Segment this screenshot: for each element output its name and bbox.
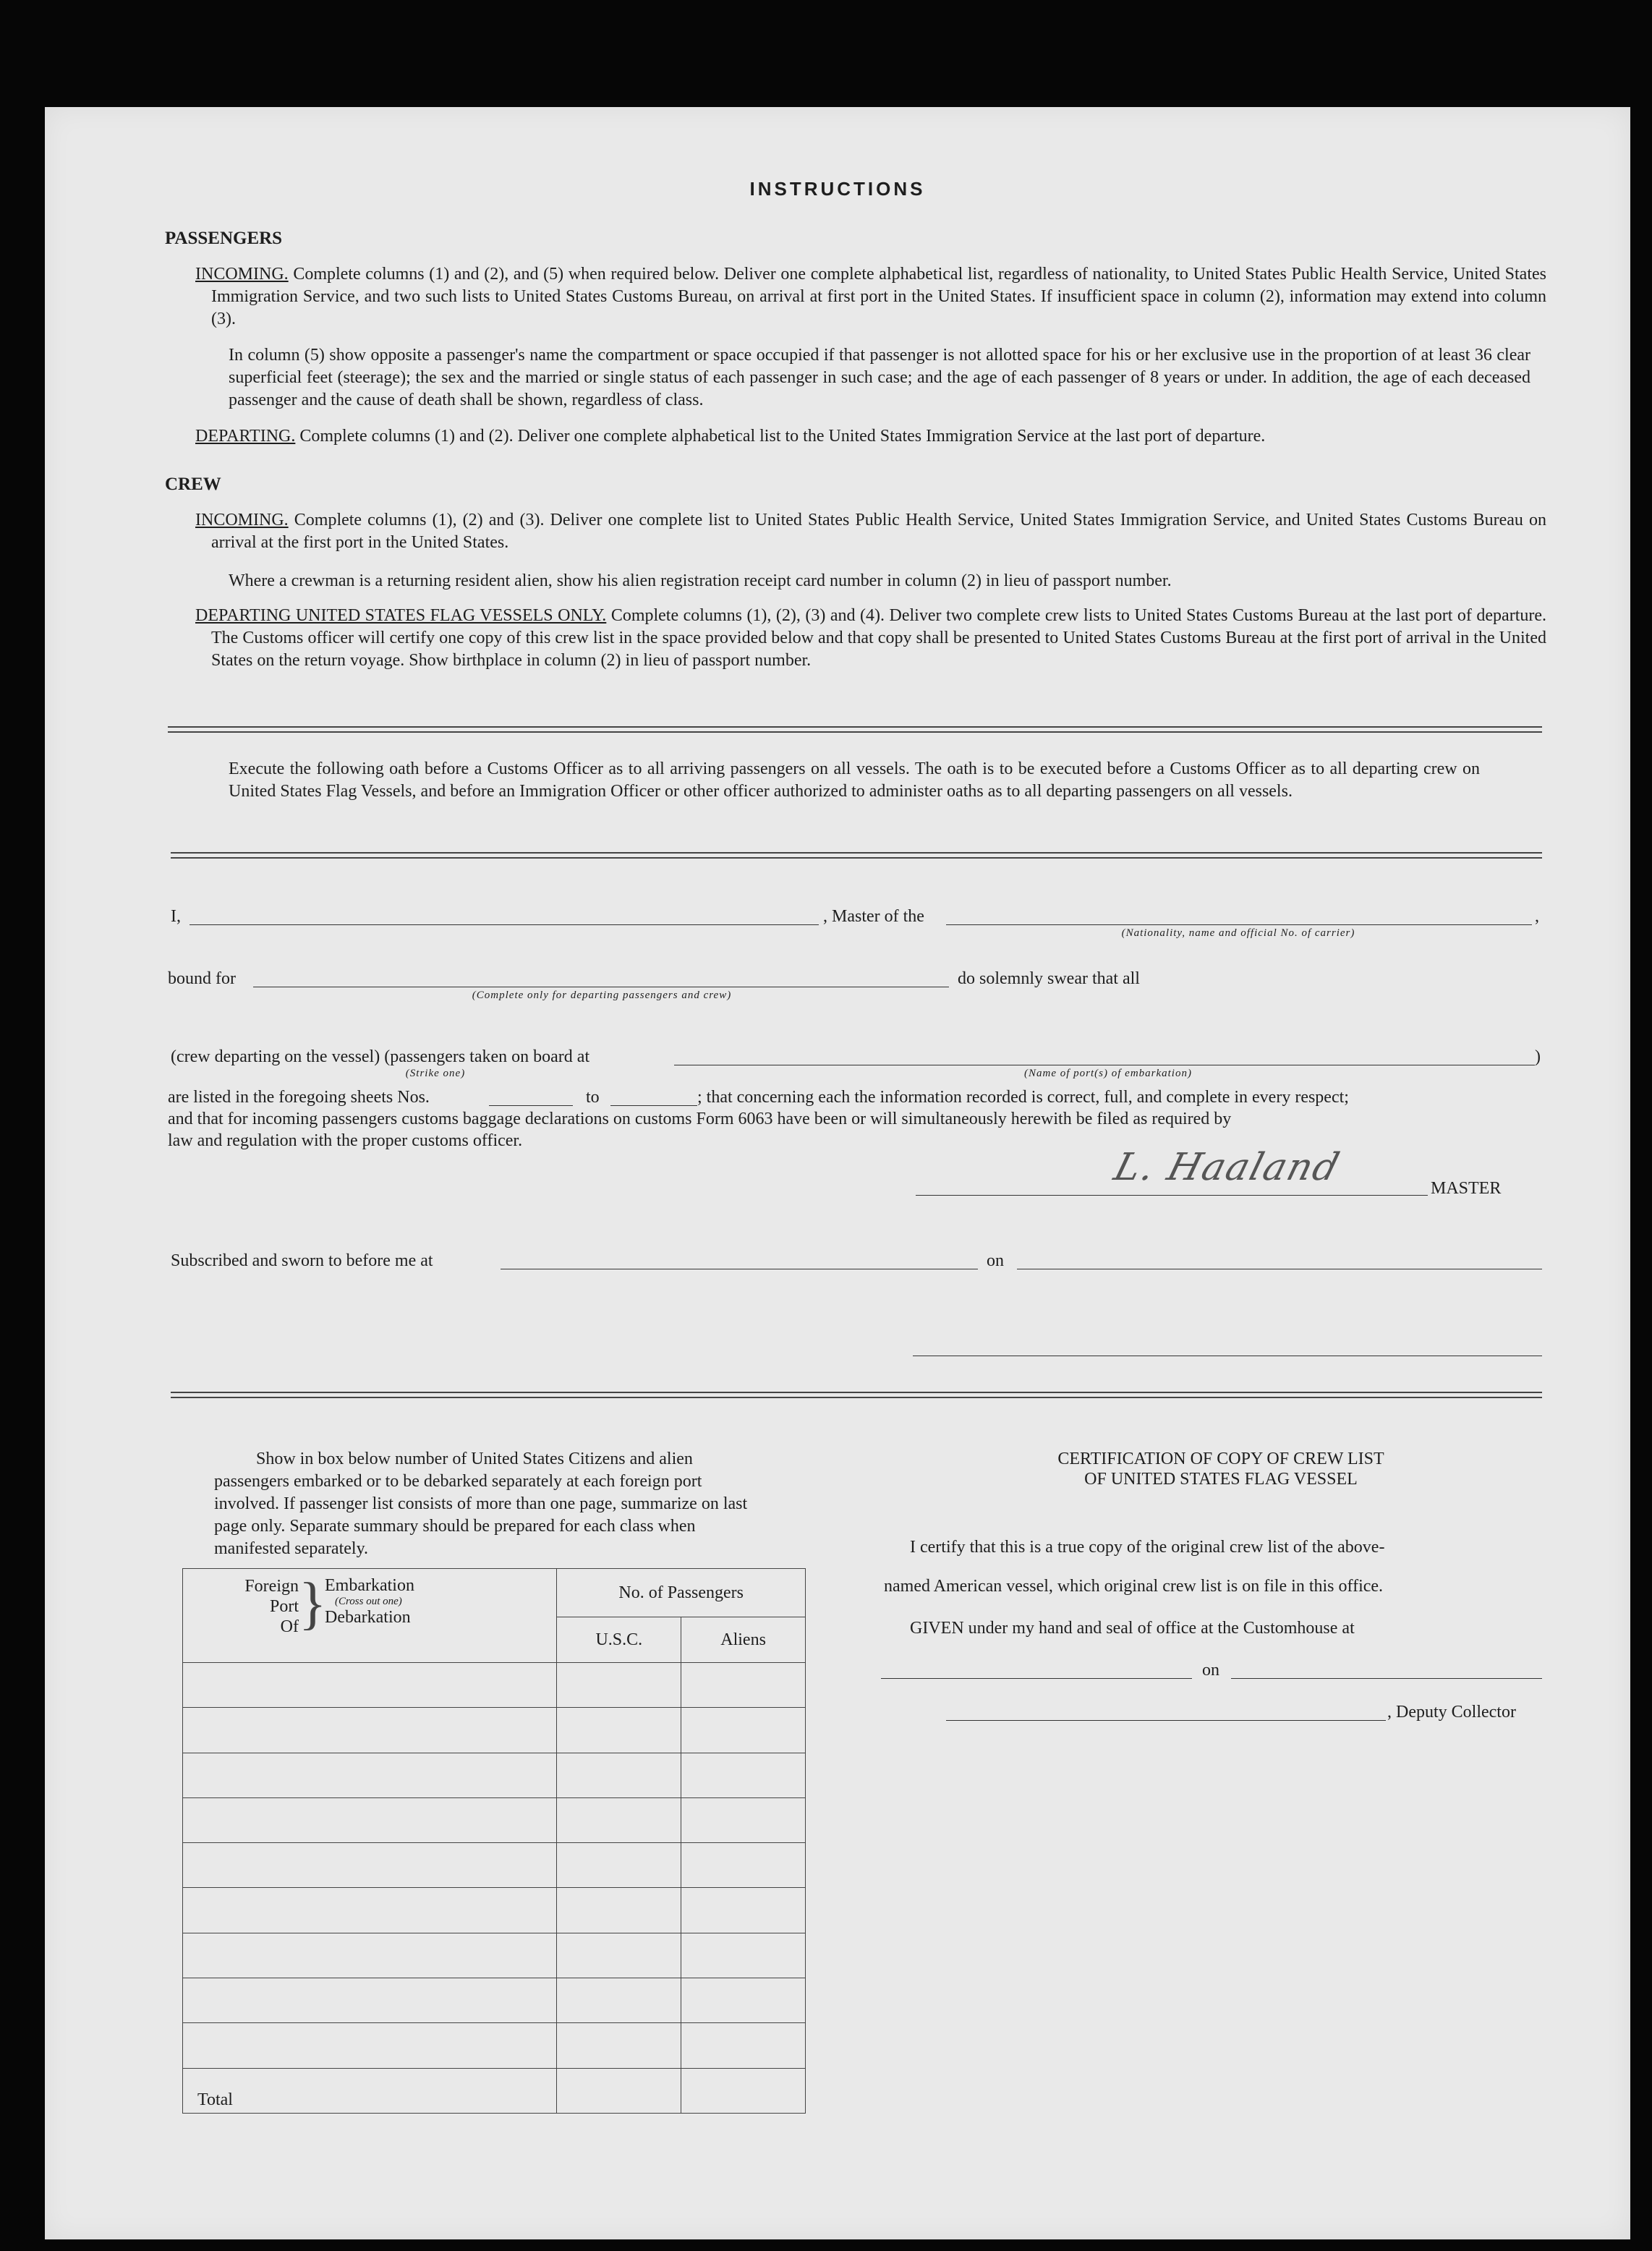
- table-row: [183, 1843, 806, 1888]
- certify-date-field[interactable]: [1231, 1678, 1542, 1679]
- page-title: INSTRUCTIONS: [749, 178, 926, 200]
- passengers-column5: In column (5) show opposite a passenger's name the compartment or space occupied if that passenger is not allotted space for his or her exclusive use in the proportion of at least 36 clear superficial feet (steerage); the sex and the married or single status of each passenger in such case; and the age of each passenger of 8 years or under. In addition, the age of each deceased passenger and the cause of death shall be shown, regardless of class.: [229, 346, 1530, 409]
- passengers-departing-text: Complete columns (1) and (2). Deliver one complete alphabetical list to the United States Immigration Service at the last port of departure.: [299, 427, 1266, 446]
- passengers-departing-lead: DEPARTING.: [195, 427, 296, 446]
- close-paren: ): [1535, 1047, 1541, 1066]
- usc-cell[interactable]: [557, 1753, 681, 1797]
- form-page: [45, 107, 1630, 2239]
- concerning-text: ; that concerning each the information recorded is correct, full, and complete in every respect;: [697, 1088, 1349, 1107]
- declaration-text: and that for incoming passengers customs baggage declarations on customs Form 6063 have been or will simultaneously herewith be filed as required by: [168, 1110, 1232, 1128]
- master-signature: L. Haaland: [1109, 1146, 1345, 1189]
- table-row: [183, 1797, 806, 1842]
- listed-in-label: are listed in the foregoing sheets Nos.: [168, 1088, 430, 1107]
- table-row: [183, 1933, 806, 1978]
- port-cell[interactable]: [183, 1708, 557, 1753]
- aliens-cell[interactable]: [681, 1708, 806, 1753]
- master-of-label: , Master of the: [823, 907, 924, 926]
- port-cell[interactable]: [183, 1797, 557, 1842]
- on-label: on: [987, 1251, 1004, 1270]
- usc-cell[interactable]: [557, 1933, 681, 1978]
- table-row: [183, 1978, 806, 2023]
- certify-line-1: I certify that this is a true copy of the original crew list of the above-: [910, 1538, 1385, 1557]
- divider: [168, 726, 1542, 733]
- master-label: MASTER: [1431, 1179, 1502, 1198]
- port-cell[interactable]: [183, 1978, 557, 2023]
- total-label: Total: [183, 2068, 557, 2113]
- crew-departing-label: (crew departing on the vessel) (passengers taken on board at: [171, 1047, 590, 1066]
- swear-label: do solemnly swear that all: [958, 969, 1140, 988]
- crew-departing-lead: DEPARTING UNITED STATES FLAG VESSELS ONLY.: [195, 606, 607, 625]
- debarkation-option[interactable]: Debarkation: [325, 1608, 411, 1627]
- crew-departing: [195, 605, 1546, 672]
- aliens-cell[interactable]: [681, 2023, 806, 2068]
- divider: [171, 852, 1542, 859]
- complete-hint: (Complete only for departing passengers and crew): [472, 990, 732, 1001]
- embarkation-option[interactable]: Embarkation: [325, 1576, 414, 1595]
- certification-title-1: CERTIFICATION OF COPY OF CREW LIST: [1057, 1450, 1384, 1468]
- deputy-collector-label: , Deputy Collector: [1387, 1703, 1516, 1722]
- nationality-hint: (Nationality, name and official No. of carrier): [1121, 927, 1355, 939]
- port-cell[interactable]: [183, 1843, 557, 1888]
- port-cell[interactable]: [183, 1753, 557, 1797]
- brace-icon: }: [299, 1572, 327, 1635]
- usc-cell[interactable]: [557, 1662, 681, 1707]
- crew-incoming-lead: INCOMING.: [195, 511, 289, 529]
- usc-total-cell[interactable]: [557, 2068, 681, 2113]
- passengers-incoming-lead: INCOMING.: [195, 265, 289, 284]
- cross-out-hint: (Cross out one): [335, 1596, 402, 1607]
- foreign-label: Foreign: [244, 1577, 299, 1596]
- comma: ,: [1535, 907, 1539, 926]
- aliens-total-cell[interactable]: [681, 2068, 806, 2113]
- oath-i-label: I,: [171, 907, 181, 926]
- usc-cell[interactable]: [557, 1888, 681, 1933]
- aliens-cell[interactable]: [681, 1933, 806, 1978]
- port-hint: (Name of port(s) of embarkation): [1024, 1068, 1192, 1079]
- usc-cell[interactable]: [557, 2023, 681, 2068]
- aliens-cell[interactable]: [681, 1888, 806, 1933]
- bound-for-label: bound for: [168, 969, 236, 988]
- crew-heading: CREW: [165, 475, 221, 494]
- usc-cell[interactable]: [557, 1708, 681, 1753]
- table-row: [183, 1708, 806, 1753]
- port-cell[interactable]: [183, 1662, 557, 1707]
- sheet-from-field[interactable]: [489, 1105, 573, 1106]
- oath-intro: Execute the following oath before a Customs Officer as to all arriving passengers on all vessels. The oath is to be executed before a Customs Officer as to all departing crew on United States Flag Vessels, and before an Immigration Officer or other officer authorized to administer oaths as to all departing passengers on all vessels.: [229, 759, 1480, 801]
- port-cell[interactable]: [183, 1888, 557, 1933]
- total-row: [183, 2068, 806, 2113]
- aliens-cell[interactable]: [681, 1978, 806, 2023]
- table-row: [183, 1662, 806, 1707]
- customhouse-field[interactable]: [881, 1678, 1192, 1679]
- passengers-heading: PASSENGERS: [165, 229, 283, 248]
- usc-header: U.S.C.: [557, 1617, 681, 1663]
- crew-departing-text: Complete columns (1), (2), (3) and (4). Deliver two complete crew lists to United States Customs Bureau at the last port of departure. The Customs officer will certify one copy of this crew list in the space provided below and that copy shall be presented to United States Customs Bureau at the first port of arrival in the United States on the return voyage. Show birthplace in column (2) in lieu of passport number.: [211, 606, 1547, 670]
- master-signature-line[interactable]: [916, 1195, 1428, 1196]
- carrier-field[interactable]: [946, 924, 1532, 925]
- usc-cell[interactable]: [557, 1978, 681, 2023]
- passengers-incoming-text: Complete columns (1) and (2), and (5) when required below. Deliver one complete alphabetical list, regardless of nationality, to United States Public Health Service, United States Immigration Service, and two such lists to United States Customs Bureau, on arrival at first port in the United States. If insufficient space in column (2), information may extend into column (3).: [211, 265, 1546, 328]
- deputy-signature-line[interactable]: [946, 1720, 1386, 1721]
- usc-cell[interactable]: [557, 1843, 681, 1888]
- strike-hint: (Strike one): [405, 1068, 466, 1079]
- aliens-cell[interactable]: [681, 1753, 806, 1797]
- summary-instructions: Show in box below number of United States Citizens and alien passengers embarked or to be debarked separately at each foreign port involved. If passenger list consists of more than one page, summarize on last page only. Separate summary should be prepared for each class when manifested separately.: [214, 1450, 748, 1558]
- no-passengers-header: No. of Passengers: [557, 1569, 806, 1617]
- regulation-text: law and regulation with the proper customs officer.: [168, 1131, 523, 1150]
- divider: [171, 1392, 1542, 1398]
- passenger-summary-table: [182, 1568, 806, 2114]
- usc-cell[interactable]: [557, 1797, 681, 1842]
- master-name-field[interactable]: [190, 924, 819, 925]
- to-label: to: [586, 1088, 600, 1107]
- aliens-cell[interactable]: [681, 1843, 806, 1888]
- port-cell[interactable]: [183, 2023, 557, 2068]
- port-label: Port: [269, 1597, 299, 1616]
- port-header-cell: [183, 1569, 557, 1663]
- table-row: [183, 2023, 806, 2068]
- passengers-incoming: [195, 263, 1546, 331]
- aliens-cell[interactable]: [681, 1797, 806, 1842]
- crew-resident-alien: Where a crewman is a returning resident alien, show his alien registration receipt card number in column (2) in lieu of passport number.: [229, 571, 1172, 590]
- sheet-to-field[interactable]: [610, 1105, 697, 1106]
- certification-title-2: OF UNITED STATES FLAG VESSEL: [1084, 1470, 1358, 1489]
- certify-on-label: on: [1202, 1661, 1219, 1680]
- crew-incoming-text: Complete columns (1), (2) and (3). Deliver one complete list to United States Public Health Service, United States Immigration Service, and United States Customs Bureau on arrival at the first port in the United States.: [211, 511, 1546, 552]
- certify-line-3: GIVEN under my hand and seal of office at the Customhouse at: [910, 1619, 1355, 1638]
- aliens-header: Aliens: [681, 1617, 806, 1663]
- certify-line-2: named American vessel, which original crew list is on file in this office.: [884, 1577, 1384, 1596]
- subscribed-label: Subscribed and sworn to before me at: [171, 1251, 433, 1270]
- table-row: [183, 1888, 806, 1933]
- port-cell[interactable]: [183, 1933, 557, 1978]
- aliens-cell[interactable]: [681, 1662, 806, 1707]
- of-label: Of: [280, 1617, 299, 1636]
- passengers-departing: [195, 425, 1530, 448]
- table-row: [183, 1753, 806, 1797]
- crew-incoming: [195, 509, 1546, 554]
